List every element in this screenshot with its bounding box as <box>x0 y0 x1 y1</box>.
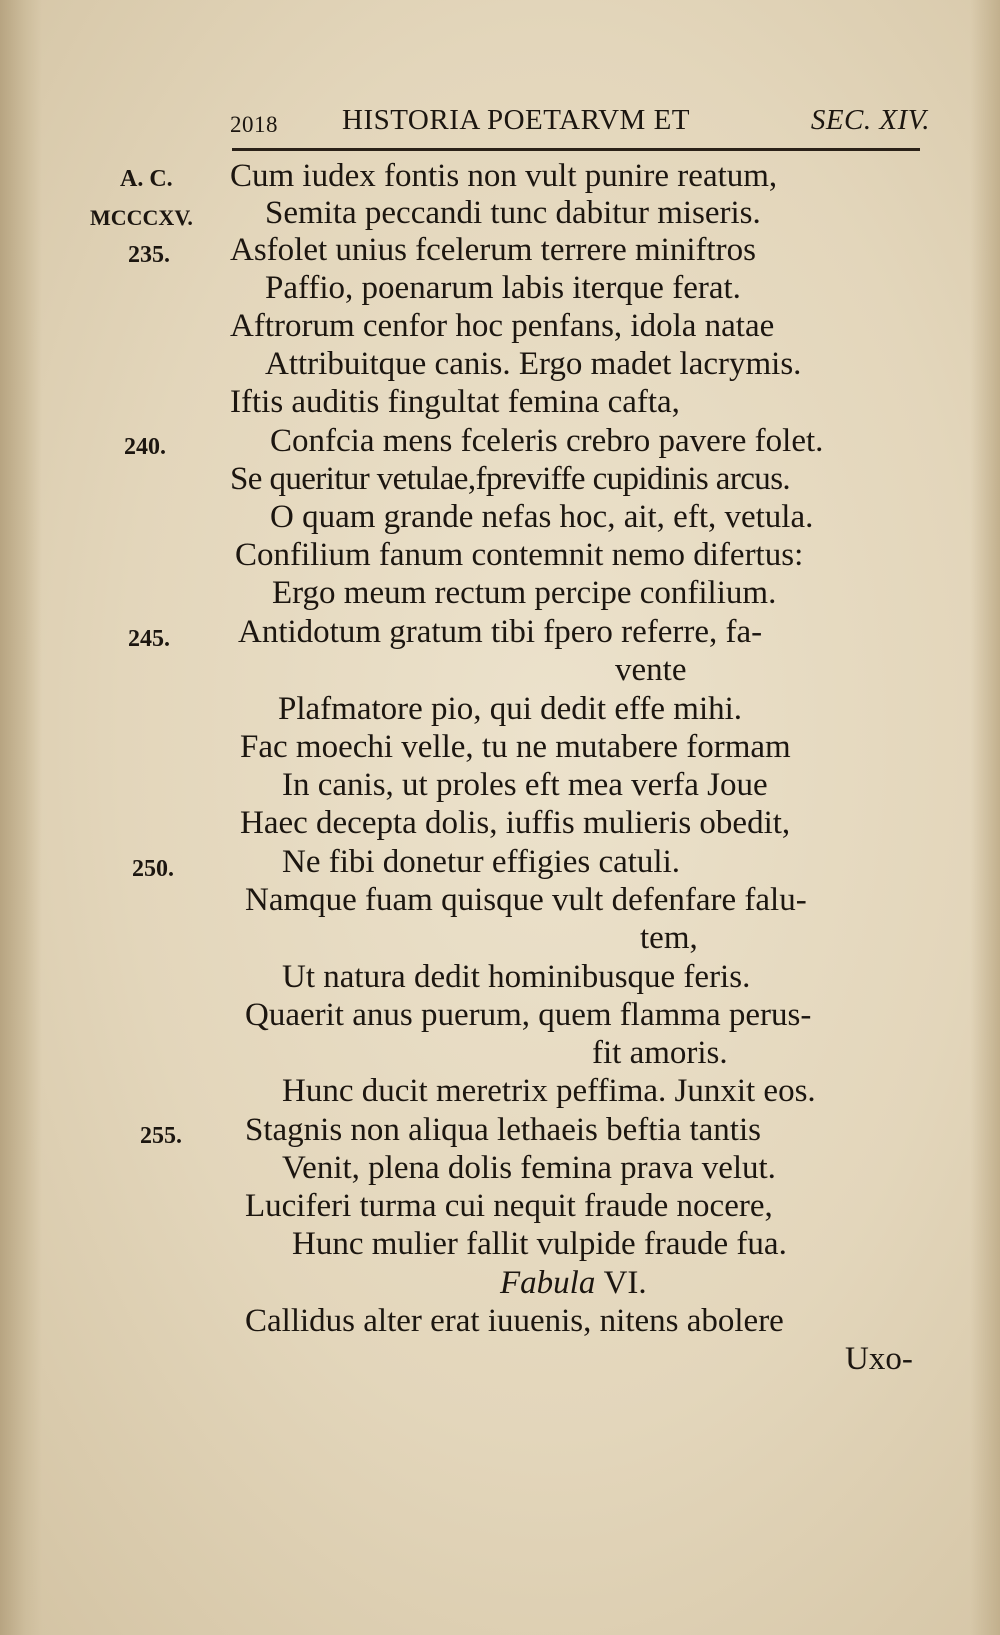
verse-line: Aftrorum cenfor hoc penfans, idola natae <box>230 308 775 344</box>
verse-line-continuation: vente <box>615 652 687 688</box>
verse-line: Ut natura dedit hominibusque feris. <box>282 959 751 995</box>
running-title: HISTORIA POETARVM ET <box>342 104 691 136</box>
margin-era: A. C. <box>120 166 173 192</box>
margin-line-255: 255. <box>140 1123 182 1149</box>
verse-line: Haec decepta dolis, iuffis mulieris obedit, <box>240 805 791 841</box>
verse-line: Antidotum gratum tibi fpero referre, fa- <box>238 614 763 650</box>
verse-line: Fac moechi velle, tu ne mutabere formam <box>240 729 791 765</box>
verse-line: Confcia mens fceleris crebro pavere folet. <box>270 423 824 459</box>
verse-line: Hunc ducit meretrix peffima. Junxit eos. <box>282 1073 816 1109</box>
fabula-heading <box>500 1267 647 1300</box>
verse-line: Venit, plena dolis femina prava velut. <box>282 1150 776 1186</box>
verse-line: O quam grande nefas hoc, ait, eft, vetula. <box>270 499 814 535</box>
margin-line-250: 250. <box>132 856 174 882</box>
header-rule <box>232 148 920 151</box>
verse-line: Callidus alter erat iuuenis, nitens abolere <box>245 1303 784 1339</box>
verse-line: Paffio, poenarum labis iterque ferat. <box>265 270 741 306</box>
verse-line-continuation: tem, <box>640 920 698 956</box>
fabula-number: VI. <box>603 1265 647 1301</box>
verse-line: Plafmatore pio, qui dedit effe mihi. <box>278 691 743 727</box>
margin-line-245: 245. <box>128 626 170 652</box>
page-edge-right <box>970 0 1000 1635</box>
verse-line: In canis, ut proles eft mea verfa Joue <box>282 767 768 803</box>
verse-line: Namque fuam quisque vult defenfare falu- <box>245 882 807 918</box>
margin-line-240: 240. <box>124 434 166 460</box>
page-number: 2018 <box>230 112 278 137</box>
fabula-label: Fabula <box>500 1265 596 1301</box>
running-head <box>230 104 930 144</box>
verse-line-continuation: fit amoris. <box>592 1035 728 1071</box>
verse-line: Ne fibi donetur effigies catuli. <box>282 844 681 880</box>
page-edge-left <box>0 0 42 1635</box>
verse-line: Stagnis non aliqua lethaeis beftia tantis <box>245 1112 761 1148</box>
verse-line: Attribuitque canis. Ergo madet lacrymis. <box>265 346 802 382</box>
verse-line: Confilium fanum contemnit nemo difertus: <box>235 537 804 573</box>
verse-line: Se queritur vetulae,fpreviffe cupidinis arcus. <box>230 461 791 497</box>
verse-line: Semita peccandi tunc dabitur miseris. <box>265 195 761 231</box>
verse-line: Asfolet unius fcelerum terrere miniftros <box>230 232 756 268</box>
margin-line-235: 235. <box>128 242 170 268</box>
verse-line: Iftis auditis fingultat femina cafta, <box>230 384 680 420</box>
verse-line: Hunc mulier fallit vulpide fraude fua. <box>292 1226 787 1262</box>
verse-line: Cum iudex fontis non vult punire reatum, <box>230 158 778 194</box>
verse-line: Quaerit anus puerum, quem flamma perus- <box>245 997 812 1033</box>
section-label: SEC. XIV. <box>810 104 930 136</box>
margin-year: MCCCXV. <box>90 205 193 230</box>
catchword: Uxo- <box>845 1341 913 1377</box>
verse-line: Ergo meum rectum percipe confilium. <box>272 575 777 611</box>
verse-line: Luciferi turma cui nequit fraude nocere, <box>245 1188 773 1224</box>
